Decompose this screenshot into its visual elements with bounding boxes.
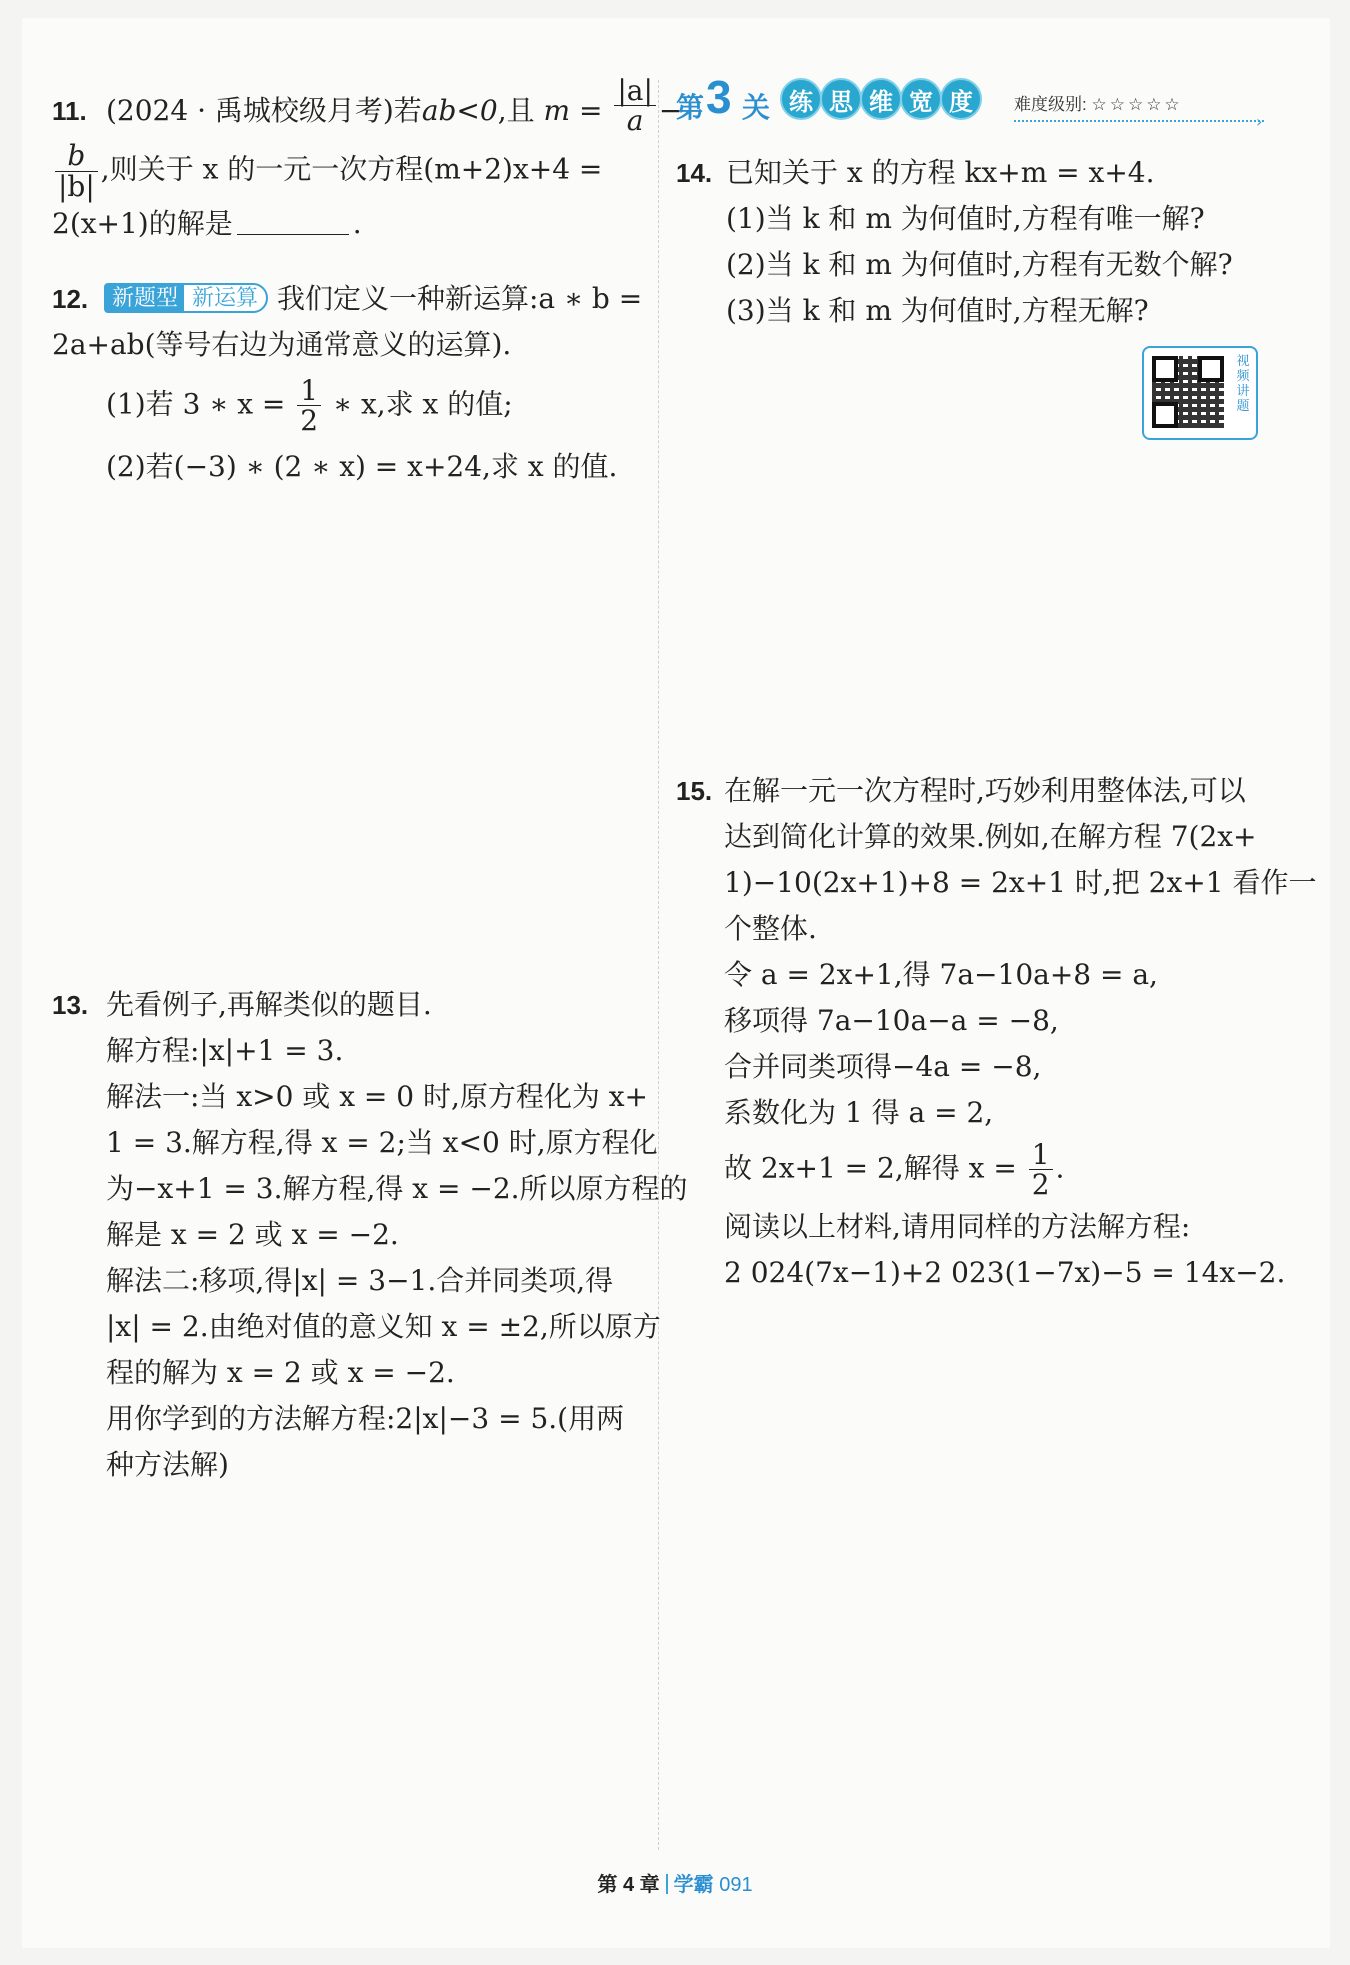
q15-line-7: 系数化为 1 得 a = 2, — [724, 1096, 994, 1129]
fraction-b-over-abs-b — [55, 141, 98, 201]
question-13 — [52, 982, 688, 1488]
question-number: 14. — [676, 158, 713, 188]
q12-part-1 — [106, 376, 642, 436]
fraction-denominator: 2 — [1031, 1168, 1050, 1202]
q12-line-1 — [104, 276, 642, 322]
q15-conclusion-suffix: . — [1055, 1151, 1065, 1185]
title-char: 维 — [860, 78, 902, 120]
title-char: 度 — [940, 78, 982, 120]
q11-condition: ab<0 — [421, 94, 498, 127]
q13-line-5: 解是 x = 2 或 x = −2. — [106, 1218, 399, 1251]
level-guan: 关 — [742, 92, 771, 123]
q12-line1-text: 我们定义一种新运算:a ∗ b = — [276, 282, 643, 315]
difficulty-rating — [1014, 90, 1183, 115]
q13-line-1: 解方程:|x|+1 = 3. — [106, 1034, 344, 1067]
fraction-numerator: |a| — [614, 76, 656, 106]
fraction-numerator: 1 — [1029, 1140, 1053, 1170]
q11-minus: − — [658, 94, 683, 127]
q13-line-0: 先看例子,再解类似的题目. — [106, 988, 432, 1021]
q13-line-2: 解法一:当 x>0 或 x = 0 时,原方程化为 x+ — [106, 1080, 649, 1113]
q15-line-1: 达到简化计算的效果.例如,在解方程 7(2x+ — [724, 820, 1257, 853]
question-number: 15. — [676, 776, 713, 806]
arrow-icon: › — [1256, 112, 1263, 131]
q12-line-2: 2a+ab(等号右边为通常意义的运算). — [52, 328, 512, 361]
left-column — [52, 73, 688, 1488]
title-char: 宽 — [900, 78, 942, 120]
fraction-numerator: 1 — [297, 376, 321, 406]
q14-line-2: (2)当 k 和 m 为何值时,方程有无数个解? — [726, 248, 1233, 281]
q11-condition-suffix: ,且 — [497, 94, 535, 127]
question-12 — [52, 276, 642, 876]
question-body — [52, 276, 643, 490]
q11-prefix: (2024 · 禹城校级月考)若 — [106, 94, 422, 127]
question-body — [726, 150, 1268, 334]
q15-task-1: 2 024(7x−1)+2 023(1−7x)−5 = 14x−2. — [724, 1255, 1286, 1289]
fraction-denominator: 2 — [300, 404, 319, 438]
q11-line2-text: ,则关于 x 的一元一次方程(m+2)x+4 = — [100, 152, 603, 186]
q15-line-5: 移项得 7a−10a−a = −8, — [724, 1004, 1059, 1037]
chapter-label: 第 4 章 — [597, 1874, 660, 1896]
q13-line-6: 解法二:移项,得|x| = 3−1.合并同类项,得 — [106, 1264, 614, 1297]
question-number: 11. — [52, 96, 87, 126]
question-body — [724, 768, 1317, 1296]
qr-finder — [1152, 356, 1178, 382]
question-number: 12. — [52, 284, 89, 314]
q13-line-8: 程的解为 x = 2 或 x = −2. — [106, 1356, 455, 1389]
question-body — [106, 982, 688, 1488]
fraction-numerator: b — [55, 141, 98, 171]
fraction-one-half — [1029, 1140, 1053, 1200]
q13-line-3: 1 = 3.解方程,得 x = 2;当 x<0 时,原方程化 — [106, 1126, 658, 1159]
brand-name: 学霸 — [673, 1874, 714, 1896]
qr-finder — [1198, 356, 1224, 382]
q14-line-3: (3)当 k 和 m 为何值时,方程无解? — [726, 294, 1149, 327]
q11-line-3 — [52, 201, 642, 247]
fraction-denominator: |b| — [58, 169, 95, 203]
new-type-badge: 新题型 — [104, 283, 186, 313]
q15-line-6: 合并同类项得−4a = −8, — [724, 1050, 1042, 1083]
star-icons: ☆☆☆☆☆ — [1091, 95, 1183, 114]
footer-separator — [666, 1874, 668, 1894]
level-header — [676, 71, 1266, 131]
page-number: 091 — [719, 1874, 753, 1896]
q11-line-1 — [106, 73, 683, 137]
q15-conclusion-prefix: 故 2x+1 = 2,解得 x = — [724, 1151, 1017, 1185]
page-footer — [0, 1868, 1350, 1897]
q14-line-0: 已知关于 x 的方程 kx+m = x+4. — [726, 156, 1155, 189]
q15-line-4: 令 a = 2x+1,得 7a−10a+8 = a, — [724, 958, 1158, 991]
qr-label: 视频讲题 — [1236, 354, 1250, 414]
q11-line-2 — [52, 141, 642, 201]
q13-line-4: 为−x+1 = 3.解方程,得 x = −2.所以原方程的 — [106, 1172, 688, 1205]
level-number: 3 — [706, 71, 732, 123]
fraction-one-half — [297, 376, 321, 436]
answer-blank[interactable] — [237, 206, 349, 235]
column-divider — [658, 80, 659, 1850]
q12-part-2: (2)若(−3) ∗ (2 ∗ x) = x+24,求 x 的值. — [106, 449, 618, 483]
level-title — [780, 78, 980, 120]
right-column — [676, 150, 1317, 1296]
question-number: 13. — [52, 990, 89, 1020]
qr-finder — [1152, 402, 1178, 428]
q15-line-3: 个整体. — [724, 912, 817, 945]
q12-part1-suffix: ∗ x,求 x 的值; — [333, 387, 513, 421]
q14-line-1: (1)当 k 和 m 为何值时,方程有唯一解? — [726, 202, 1205, 235]
q15-line-0: 在解一元一次方程时,巧妙利用整体法,可以 — [724, 774, 1246, 807]
video-qr-code[interactable] — [1142, 346, 1258, 440]
q15-task-0: 阅读以上材料,请用同样的方法解方程: — [724, 1209, 1191, 1243]
question-15 — [676, 768, 1317, 1296]
title-char: 思 — [820, 78, 862, 120]
question-14 — [676, 150, 1268, 768]
q15-line-2: 1)−10(2x+1)+8 = 2x+1 时,把 2x+1 看作一 — [724, 866, 1317, 899]
fraction-abs-a-over-a — [614, 73, 656, 137]
q13-line-10: 种方法解) — [106, 1448, 229, 1481]
title-char: 练 — [780, 78, 822, 120]
question-11 — [52, 73, 683, 276]
q13-line-9: 用你学到的方法解方程:2|x|−3 = 5.(用两 — [106, 1402, 625, 1435]
difficulty-label: 难度级别: — [1014, 95, 1087, 114]
q11-line3-text: 2(x+1)的解是 — [52, 207, 233, 241]
new-operation-badge: 新运算 — [182, 283, 268, 313]
dotted-rule — [1014, 120, 1264, 122]
q12-part1-prefix: (1)若 3 ∗ x = — [106, 387, 286, 421]
q11-m-eq: m = — [543, 94, 603, 127]
q13-line-7: |x| = 2.由绝对值的意义知 x = ±2,所以原方 — [106, 1310, 661, 1343]
q15-conclusion — [724, 1140, 1268, 1200]
fraction-denominator: a — [626, 104, 644, 137]
q11-line3-end: . — [352, 207, 362, 241]
level-di: 第 — [676, 92, 705, 123]
